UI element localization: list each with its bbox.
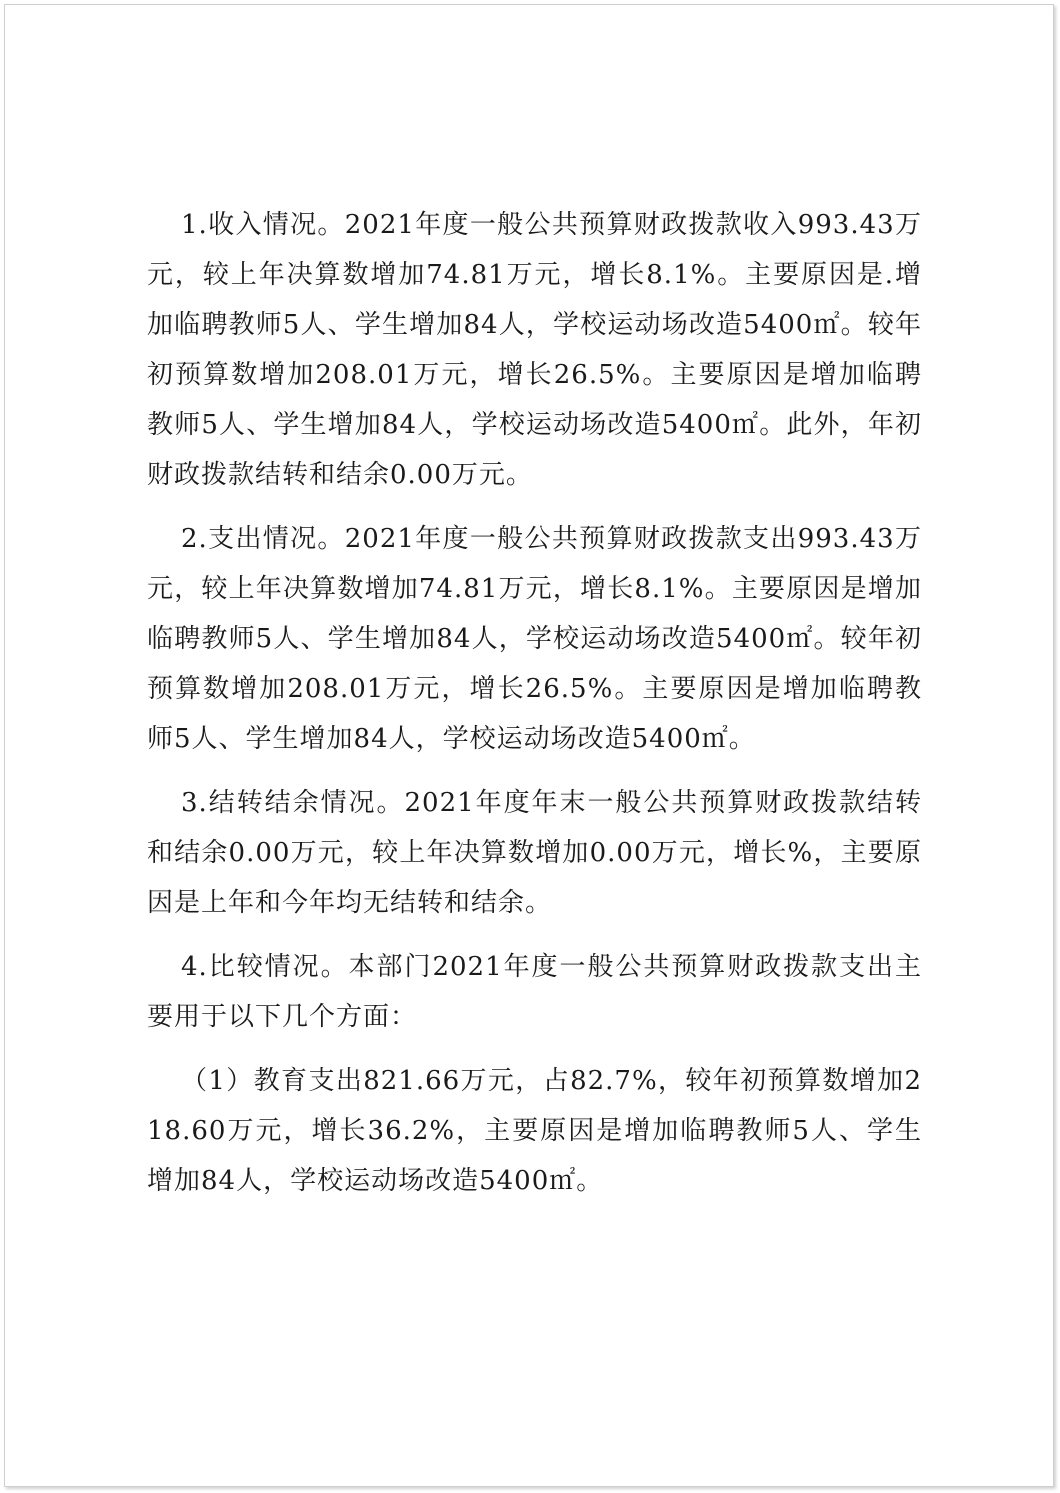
paragraph-comparison: 4.比较情况。本部门2021年度一般公共预算财政拨款支出主要用于以下几个方面： (147, 952, 922, 1032)
paragraph-education: （1）教育支出821.66万元，占82.7%，较年初预算数增加218.60万元，增长36.2%，主要原因是增加临聘教师5人、学生增加84人，学校运动场改造5400㎡。 (147, 1066, 922, 1196)
paragraph-income: 1.收入情况。2021年度一般公共预算财政拨款收入993.43万元，较上年决算数增加74.81万元，增长8.1%。主要原因是.增加临聘教师5人、学生增加84人，学校运动场改造5400㎡。较年初预算数增加208.01万元，增长26.5%。主要原因是增加临聘教师5人、学生增加84人，学校运动场改造5400㎡。此外，年初财政拨款结转和结余0.00万元。 (147, 210, 922, 490)
paragraph-expenditure: 2.支出情况。2021年度一般公共预算财政拨款支出993.43万元，较上年决算数增加74.81万元，增长8.1%。主要原因是增加临聘教师5人、学生增加84人，学校运动场改造5400㎡。较年初预算数增加208.01万元，增长26.5%。主要原因是增加临聘教师5人、学生增加84人，学校运动场改造5400㎡。 (147, 524, 922, 754)
document-page (4, 4, 1054, 1487)
document-body (147, 200, 922, 1206)
paragraph-carryover: 3.结转结余情况。2021年度年末一般公共预算财政拨款结转和结余0.00万元，较上年决算数增加0.00万元，增长%，主要原因是上年和今年均无结转和结余。 (147, 788, 922, 918)
